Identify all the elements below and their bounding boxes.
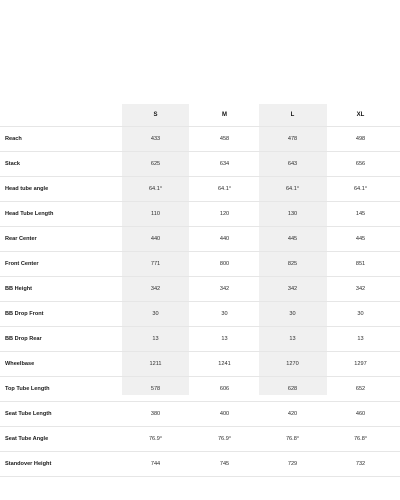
table-cell: 634 bbox=[219, 161, 230, 167]
row-label: Head Tube Length bbox=[5, 211, 54, 217]
row-label: BB Height bbox=[5, 286, 33, 292]
table-cell: 420 bbox=[287, 411, 298, 417]
table-row bbox=[0, 276, 400, 301]
table-cell: 498 bbox=[355, 136, 366, 142]
table-cell: 851 bbox=[355, 261, 366, 267]
table-cell: 825 bbox=[287, 261, 298, 267]
column-header-xl: XL bbox=[356, 112, 365, 118]
row-label: Reach bbox=[5, 136, 22, 142]
row-label: Top Tube Length bbox=[5, 386, 50, 392]
table-cell: 13 bbox=[289, 336, 296, 342]
row-label: Rear Center bbox=[5, 236, 37, 242]
table-cell: 445 bbox=[287, 236, 298, 242]
table-row bbox=[0, 351, 400, 376]
table-cell: 625 bbox=[150, 161, 161, 167]
table-cell: 342 bbox=[287, 286, 298, 292]
table-cell: 400 bbox=[219, 411, 230, 417]
column-header-l: L bbox=[290, 112, 295, 118]
row-label: BB Drop Front bbox=[5, 311, 44, 317]
table-row bbox=[0, 451, 400, 477]
table-cell: 64.1° bbox=[285, 186, 300, 192]
table-cell: 478 bbox=[287, 136, 298, 142]
table-cell: 606 bbox=[219, 386, 230, 392]
row-label: BB Drop Rear bbox=[5, 336, 42, 342]
table-row bbox=[0, 376, 400, 401]
table-cell: 76.8° bbox=[285, 436, 300, 442]
table-cell: 145 bbox=[355, 211, 366, 217]
table-cell: 445 bbox=[355, 236, 366, 242]
table-row bbox=[0, 401, 400, 426]
table-cell: 800 bbox=[219, 261, 230, 267]
table-cell: 76.8° bbox=[353, 436, 368, 442]
table-cell: 460 bbox=[355, 411, 366, 417]
table-cell: 342 bbox=[355, 286, 366, 292]
table-cell: 745 bbox=[219, 461, 230, 467]
row-label: Seat Tube Length bbox=[5, 411, 52, 417]
table-cell: 64.1° bbox=[217, 186, 232, 192]
table-cell: 433 bbox=[150, 136, 161, 142]
table-cell: 110 bbox=[151, 211, 160, 217]
table-cell: 628 bbox=[287, 386, 298, 392]
table-row bbox=[0, 326, 400, 351]
table-cell: 30 bbox=[221, 311, 228, 317]
table-cell: 744 bbox=[150, 461, 161, 467]
row-label: Wheelbase bbox=[5, 361, 35, 367]
table-row bbox=[0, 251, 400, 276]
table-row bbox=[0, 301, 400, 326]
row-label: Standover Height bbox=[5, 461, 52, 467]
column-header-s: S bbox=[153, 112, 158, 118]
table-cell: 458 bbox=[219, 136, 230, 142]
row-label: Seat Tube Angle bbox=[5, 436, 49, 442]
table-cell: 76.9° bbox=[217, 436, 232, 442]
table-cell: 440 bbox=[150, 236, 161, 242]
table-cell: 130 bbox=[287, 211, 298, 217]
table-cell: 578 bbox=[150, 386, 161, 392]
table-cell: 13 bbox=[152, 336, 159, 342]
table-cell: 120 bbox=[219, 211, 230, 217]
row-label: Stack bbox=[5, 161, 20, 167]
table-row bbox=[0, 426, 400, 451]
table-cell: 771 bbox=[150, 261, 161, 267]
table-cell: 380 bbox=[150, 411, 161, 417]
table-row bbox=[0, 151, 400, 176]
table-cell: 656 bbox=[355, 161, 366, 167]
table-cell: 13 bbox=[357, 336, 364, 342]
table-cell: 30 bbox=[289, 311, 296, 317]
table-cell: 64.1° bbox=[353, 186, 368, 192]
table-row bbox=[0, 201, 400, 226]
table-cell: 76.9° bbox=[148, 436, 163, 442]
table-cell: 652 bbox=[355, 386, 366, 392]
table-row bbox=[0, 126, 400, 151]
table-cell: 729 bbox=[287, 461, 298, 467]
table-cell: 342 bbox=[219, 286, 230, 292]
header-row bbox=[0, 104, 400, 126]
row-label: Front Center bbox=[5, 261, 39, 267]
geometry-table bbox=[0, 104, 400, 477]
table-cell: 1270 bbox=[286, 361, 299, 367]
table-row bbox=[0, 226, 400, 251]
table-cell: 1241 bbox=[218, 361, 231, 367]
table-cell: 1211 bbox=[149, 361, 162, 367]
table-cell: 30 bbox=[152, 311, 159, 317]
table-cell: 342 bbox=[150, 286, 161, 292]
table-row bbox=[0, 176, 400, 201]
table-cell: 30 bbox=[357, 311, 364, 317]
table-cell: 64.1° bbox=[148, 186, 163, 192]
table-cell: 1297 bbox=[354, 361, 367, 367]
table-cell: 732 bbox=[355, 461, 366, 467]
column-header-m: M bbox=[222, 112, 227, 118]
table-cell: 643 bbox=[287, 161, 298, 167]
row-label: Head tube angle bbox=[5, 186, 49, 192]
table-cell: 13 bbox=[221, 336, 228, 342]
table-cell: 440 bbox=[219, 236, 230, 242]
